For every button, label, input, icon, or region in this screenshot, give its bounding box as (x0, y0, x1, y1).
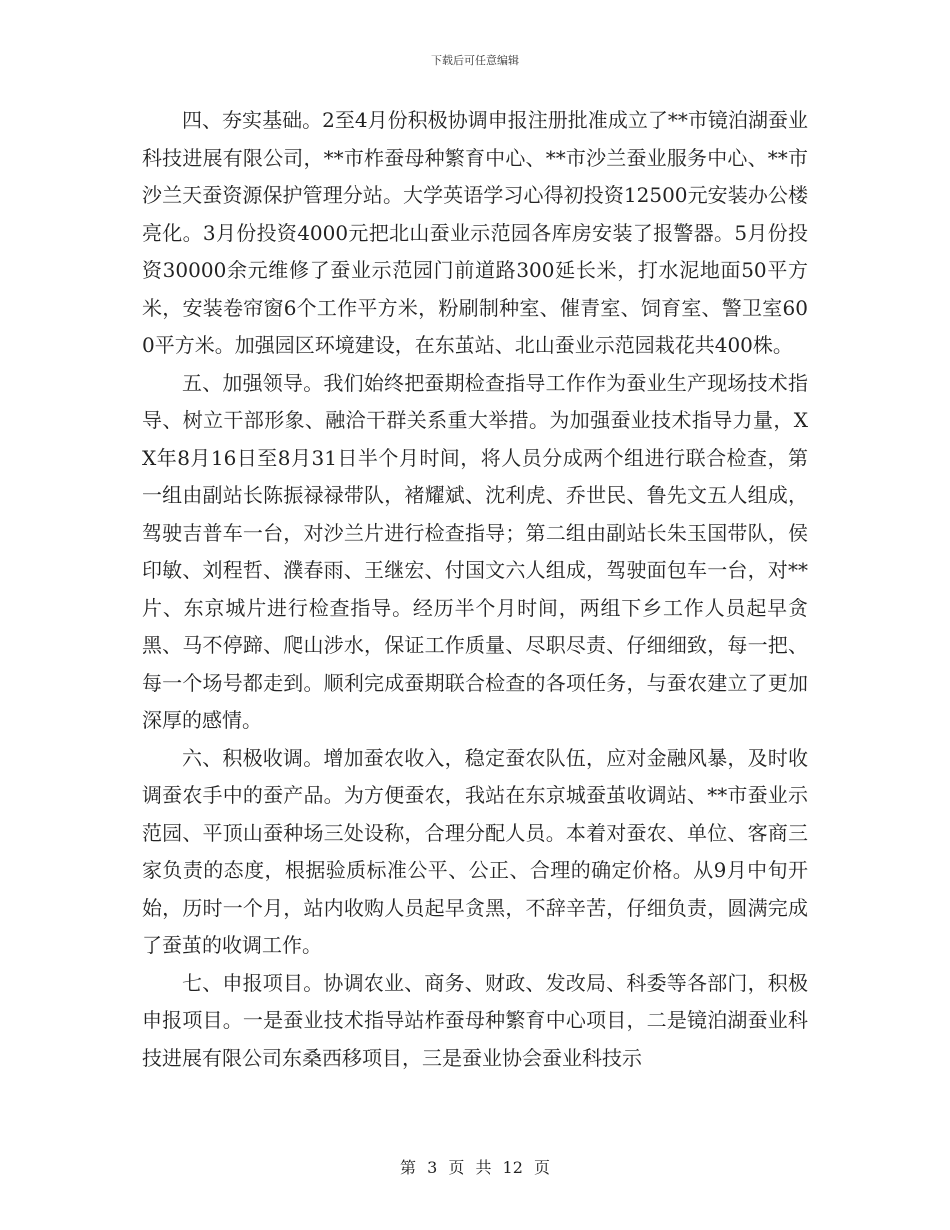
paragraph-leadership: 五、加强领导。我们始终把蚕期检查指导工作作为蚕业生产现场技术指导、树立干部形象、融洽干群关系重大举措。为加强蚕业技术指导力量，XX年8月16日至8月31日半个月时间，将人员分成两个组进行联合检查，第一组由副站长陈振禄禄带队，褚耀斌、沈利虎、乔世民、鲁先文五人组成，驾驶吉普车一台，对沙兰片进行检查指导；第二组由副站长朱玉国带队，侯印敏、刘程哲、濮春雨、王继宏、付国文六人组成，驾驶面包车一台，对**片、东京城片进行检查指导。经历半个月时间，两组下乡工作人员起早贪黑、马不停蹄、爬山涉水，保证工作质量、尽职尽责、仔细细致，每一把、每一个场号都走到。顺利完成蚕期联合检查的各项任务，与蚕农建立了更加深厚的感情。 (142, 370, 808, 732)
paragraph-foundation: 四、夯实基础。2至4月份积极协调申报注册批准成立了**市镜泊湖蚕业科技进展有限公司，**市柞蚕母种繁育中心、**市沙兰蚕业服务中心、**市沙兰天蚕资源保护管理分站。大学英语学习心得初投资12500元安装办公楼亮化。3月份投资4000元把北山蚕业示范园各库房安装了报警器。5月份投资30000余元维修了蚕业示范园门前道路300延长米，打水泥地面50平方米，安装卷帘窗6个工作平方米，粉刷制种室、催青室、饲育室、警卫室600平方米。加强园区环境建设，在东茧站、北山蚕业示范园栽花共400株。 (142, 108, 808, 357)
document-body (142, 102, 808, 1077)
paragraph-projects: 七、申报项目。协调农业、商务、财政、发改局、科委等各部门，积极申报项目。一是蚕业技术指导站柞蚕母种繁育中心项目，二是镜泊湖蚕业科技进展有限公司东桑西移项目，三是蚕业协会蚕业科技示 (142, 970, 808, 1070)
paragraph-procurement: 六、积极收调。增加蚕农收入，稳定蚕农队伍，应对金融风暴，及时收调蚕农手中的蚕产品。为方便蚕农，我站在东京城蚕茧收调站、**市蚕业示范园、平顶山蚕种场三处设称，合理分配人员。本着对蚕农、单位、客商三家负责的态度，根据验质标准公平、公正、合理的确定价格。从9月中旬开始，历时一个月，站内收购人员起早贪黑，不辞辛苦，仔细负责，圆满完成了蚕茧的收调工作。 (142, 745, 808, 957)
page-footer: 第 3 页 共 12 页 (400, 1158, 550, 1177)
page-header: 下载后可任意编辑 (431, 54, 519, 67)
